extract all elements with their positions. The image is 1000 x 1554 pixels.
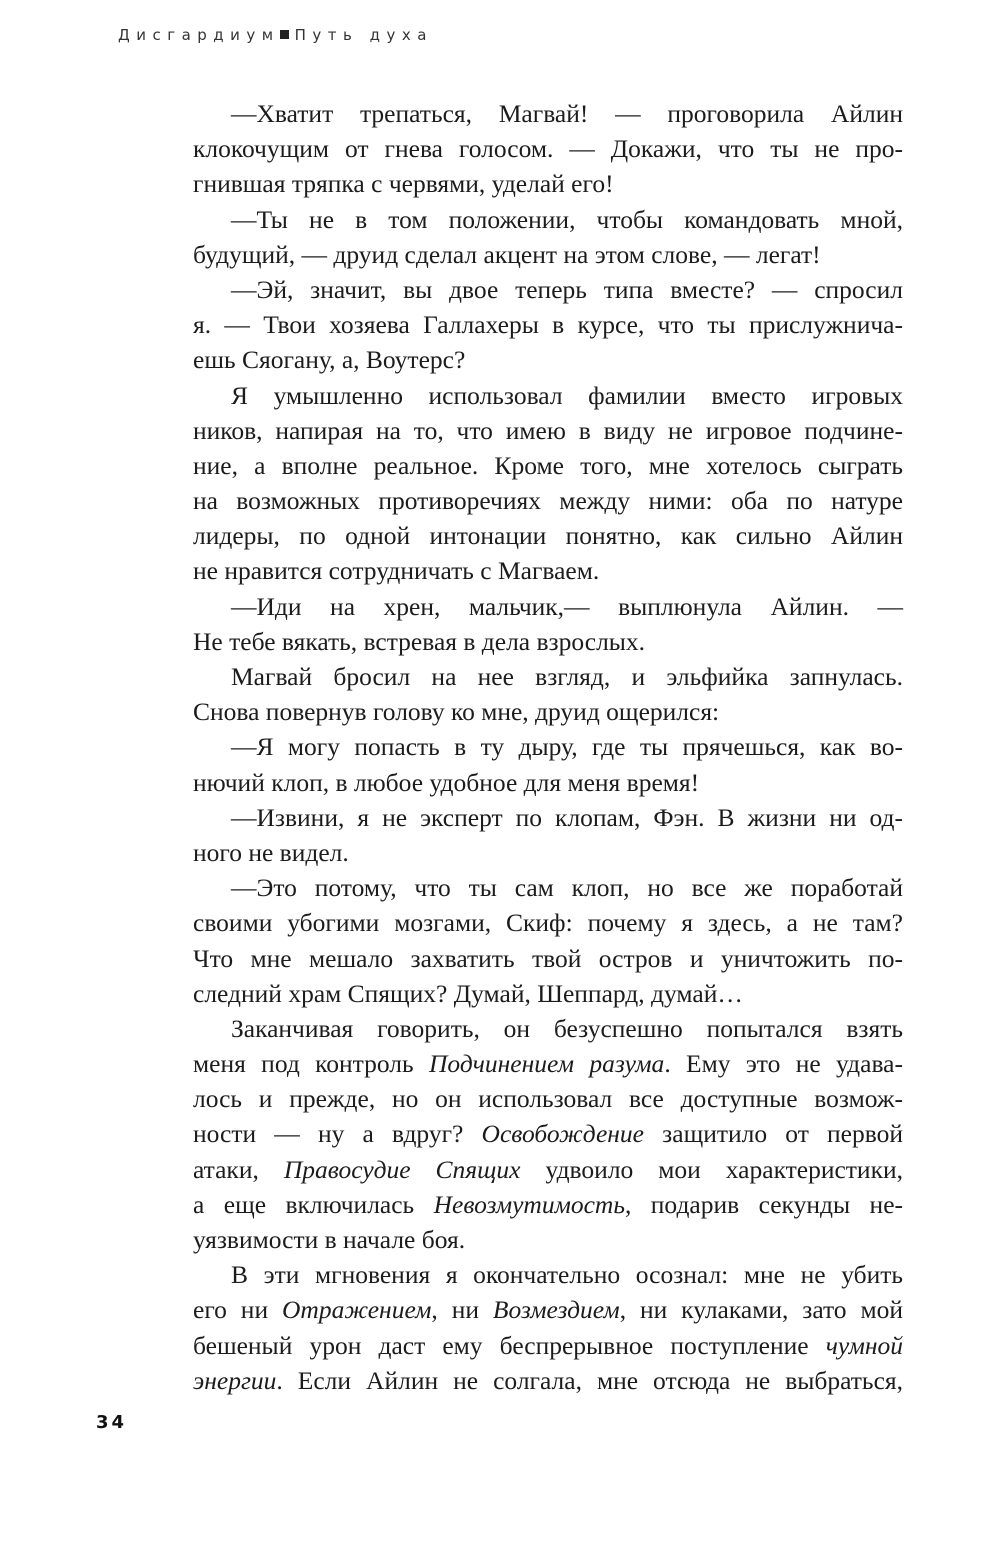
- text-line: [193, 1187, 903, 1222]
- text-segment: лидеры, по одной интонации понятно, как сильно Айлин: [193, 521, 903, 551]
- text-line: [193, 1328, 903, 1363]
- text-line: [193, 96, 903, 131]
- text-segment: своими убогими мозгами, Скиф: почему я здесь, а не там?: [193, 908, 903, 938]
- italic-term: Подчинением разума: [429, 1049, 665, 1079]
- text-segment: —Я могу попасть в ту дыру, где ты прячешься, как во-: [231, 732, 903, 762]
- text-line: [193, 272, 903, 307]
- text-segment: меня под контроль: [193, 1049, 429, 1079]
- text-segment: . Если Айлин не солгала, мне отсюда не выбраться,: [276, 1365, 903, 1395]
- text-segment: —Извини, я не эксперт по клопам, Фэн. В жизни ни од-: [231, 802, 903, 832]
- text-line: [193, 976, 903, 1011]
- page-number: 34: [96, 1412, 128, 1433]
- text-line: [193, 553, 903, 588]
- text-segment: его ни: [193, 1295, 283, 1325]
- running-head-book-title: Дисгардиум: [118, 26, 280, 44]
- text-segment: уязвимости в начале боя.: [193, 1225, 466, 1254]
- text-segment: ного не видел.: [193, 837, 349, 867]
- italic-term: Отражением: [282, 1295, 432, 1325]
- text-line: [193, 378, 903, 413]
- italic-term: Невозмутимость: [433, 1189, 625, 1219]
- text-line: [193, 518, 903, 553]
- running-head-separator: [280, 30, 289, 39]
- text-segment: ешь Сяогану, а, Воутерс?: [193, 345, 466, 375]
- text-line: [193, 413, 903, 448]
- text-segment: на возможных противоречиях между ними: оба по натуре: [193, 486, 903, 516]
- text-segment: будущий, — друид сделал акцент на этом слове, — легат!: [193, 239, 821, 269]
- text-segment: я. — Твои хозяева Галлахеры в курсе, что ты прислужнича-: [193, 310, 903, 340]
- text-line: [193, 835, 903, 870]
- text-segment: —Иди на хрен, мальчик,— выплюнула Айлин. —: [231, 591, 903, 621]
- text-line: [193, 448, 903, 483]
- text-segment: —Это потому, что ты сам клоп, но все же поработай: [231, 873, 903, 903]
- text-segment: а еще включилась: [193, 1189, 434, 1219]
- text-segment: —Ты не в том положении, чтобы командовать мной,: [231, 204, 903, 234]
- text-line: [193, 659, 903, 694]
- text-line: [193, 307, 903, 342]
- text-line: [193, 483, 903, 518]
- italic-term: энергии: [193, 1365, 277, 1395]
- text-segment: лось и прежде, но он использовал все доступные возмож-: [193, 1084, 903, 1114]
- text-segment: Снова повернув голову ко мне, друид ощерился:: [193, 697, 720, 727]
- text-segment: В эти мгновения я окончательно осознал: мне не убить: [231, 1260, 903, 1290]
- text-segment: следний храм Спящих? Думай, Шеппард, думай…: [193, 978, 743, 1008]
- text-segment: Что мне мешало захватить твой остров и уничтожить по-: [193, 943, 903, 973]
- text-segment: Заканчивая говорить, он безуспешно попытался взять: [231, 1013, 903, 1043]
- text-segment: . Ему это не удава-: [664, 1049, 903, 1079]
- text-segment: удвоило мои характеристики,: [520, 1154, 903, 1184]
- text-line: [193, 1081, 903, 1116]
- text-line: [193, 800, 903, 835]
- text-segment: ников, напирая на то, что имею в виду не игровое подчине-: [193, 415, 903, 445]
- text-line: [193, 237, 903, 272]
- italic-term: Правосудие Спящих: [283, 1154, 521, 1184]
- running-head-subtitle: Путь духа: [294, 26, 433, 44]
- text-line: [193, 589, 903, 624]
- text-line: [193, 870, 903, 905]
- text-segment: клокочущим от гнева голосом. — Докажи, что ты не про-: [193, 134, 903, 164]
- text-line: [193, 765, 903, 800]
- text-segment: Магвай бросил на нее взгляд, и эльфийка запнулась.: [231, 662, 903, 691]
- text-line: [193, 941, 903, 976]
- text-segment: , ни: [431, 1295, 493, 1325]
- text-segment: , ни кулаками, зато мой: [619, 1295, 904, 1325]
- text-line: [193, 694, 903, 729]
- text-segment: защитило от первой: [644, 1119, 903, 1149]
- text-segment: нючий клоп, в любое удобное для меня время!: [193, 767, 700, 797]
- text-segment: , подарив секунды не-: [624, 1189, 903, 1219]
- text-line: [193, 905, 903, 940]
- text-line: [193, 1046, 903, 1081]
- text-line: [193, 202, 903, 237]
- italic-term: Возмездием: [492, 1295, 620, 1325]
- text-segment: ние, а вполне реальное. Кроме того, мне хотелось сыграть: [193, 450, 903, 480]
- text-segment: Я умышленно использовал фамилии вместо игровых: [231, 380, 903, 410]
- running-head: [118, 26, 433, 44]
- text-segment: ности — ну а вдруг?: [193, 1119, 482, 1149]
- text-line: [193, 342, 903, 377]
- text-segment: гнившая тряпка с червями, уделай его!: [193, 169, 614, 199]
- text-segment: —Хватит трепаться, Магвай! — проговорила Айлин: [231, 99, 903, 128]
- text-line: [193, 1011, 903, 1046]
- text-line: [193, 1222, 903, 1257]
- text-line: [193, 1257, 903, 1292]
- body-text: [193, 96, 903, 1398]
- text-segment: —Эй, значит, вы двое теперь типа вместе? — спросил: [231, 274, 903, 304]
- text-line: [193, 1116, 903, 1151]
- text-line: [193, 131, 903, 166]
- italic-term: чумной: [825, 1330, 903, 1360]
- text-line: [193, 1363, 903, 1398]
- text-line: [193, 1292, 903, 1327]
- italic-term: Освобождение: [481, 1119, 644, 1149]
- text-segment: бешеный урон даст ему беспрерывное поступление: [193, 1330, 826, 1360]
- text-line: [193, 624, 903, 659]
- text-line: [193, 729, 903, 764]
- text-line: [193, 1152, 903, 1187]
- text-segment: не нравится сотрудничать с Магваем.: [193, 556, 600, 586]
- text-segment: Не тебе вякать, встревая в дела взрослых.: [193, 626, 646, 656]
- text-line: [193, 166, 903, 201]
- text-segment: атаки,: [193, 1154, 284, 1184]
